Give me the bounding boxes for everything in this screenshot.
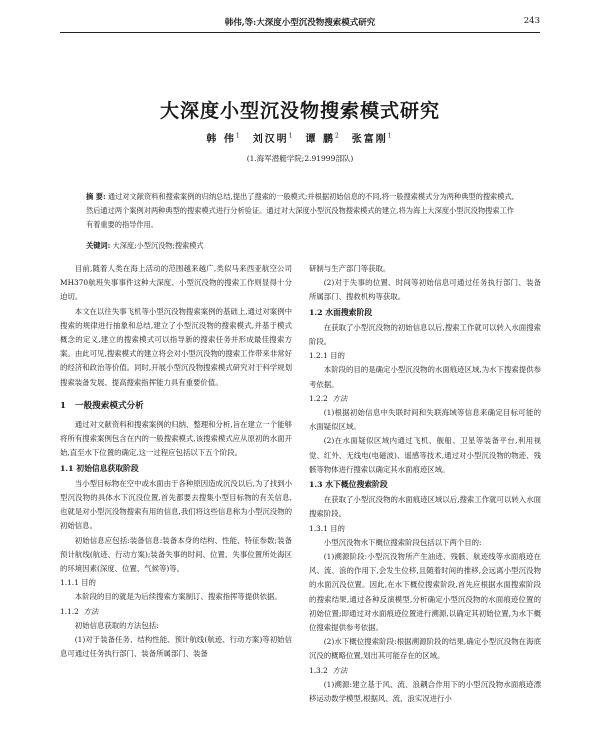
paragraph: 本阶段的目的是确定小型沉没物的水面痕迹区域,为水下搜索提供参考依据。 bbox=[309, 365, 541, 389]
paragraph: (2)在水面疑似区域内通过飞机、舰船、卫星等装备平台,利用视觉、红外、无线电(电磁波)、遥感等技术,通过对小型沉没物的物迹、残骸等物体进行搜索以确定其水面痕迹区域。 bbox=[309, 436, 541, 474]
author-affil-mark: 1 bbox=[235, 132, 242, 140]
subsubsection-heading: 1.2.1 目的 bbox=[309, 351, 345, 361]
paragraph: 通过对文献资料和搜索案例的归纳、整理和分析,旨在建立一个能够将所有搜索案例包含在内的一般搜索模式,该搜索模式应从原初的水面开始,直至水下位置的确定,这一过程应包括以下五个阶段。 bbox=[60, 420, 292, 458]
paragraph: 初始信息获取的方法包括: bbox=[74, 620, 159, 630]
subsection-heading: 1.1 初始信息获取阶段 bbox=[60, 463, 139, 473]
paragraph: 当小型目标物在空中或水面由于各种原因造成沉没以后,为了找到小型沉没物的具体水下沉没位置,首先都要去搜集小型目标物的有关信息,也就是对小型沉没物搜索有用的信息,我们将这些信息称为小型沉没物的初始信息。 bbox=[60, 478, 292, 531]
paragraph: (1)溯源:建立基于风、流、浪耦合作用下的小型沉没物水面痕迹漂移运动数学模型,根据风、流、浪实况进行小 bbox=[309, 679, 541, 704]
subsubsection-heading bbox=[60, 605, 292, 619]
running-head bbox=[60, 16, 540, 33]
paragraph: 本文在以往失事飞机等小型沉没物搜索案例的基础上,通过对案例中搜索的规律进行抽象和总结,建立了小型沉没物的搜索模式,并基于模式概念的定义,建立的搜索模式可以指导新的搜索任务并形成最佳搜索方案。由此可见,搜索模式的建立将会对小型沉没物的搜索工作带来非常好的经济和政治等价值。同时,开展小型沉没物搜索模式研究对于科学规划搜索装备发展、提高搜索指挥能力具有重要价值。 bbox=[60, 306, 292, 387]
abstract-label: 摘 要: bbox=[86, 192, 106, 201]
paragraph: 小型沉没物水下概位搜索阶段包括以下两个目的: bbox=[323, 537, 482, 547]
page-number: 243 bbox=[523, 16, 540, 26]
heading-label: 方法 bbox=[332, 665, 348, 675]
author-name: 张富刚 bbox=[351, 134, 388, 145]
heading-number: 1.2.2 bbox=[309, 393, 328, 403]
keywords-label: 关键词: bbox=[86, 241, 111, 250]
author-name: 谭 鹏 bbox=[305, 134, 335, 145]
affiliation: (1.海军潜艇学院;2.91999部队) bbox=[246, 154, 354, 163]
author-affil-mark: 1 bbox=[387, 132, 394, 140]
author-name: 韩 伟 bbox=[206, 134, 236, 145]
subsubsection-heading: 1.3.1 目的 bbox=[309, 523, 345, 533]
keywords bbox=[86, 240, 514, 252]
paragraph: (2)对于失事的位置、时间等初始信息可通过任务执行部门、装备所属部门、搜救机构等获取。 bbox=[309, 278, 541, 302]
paragraph: 在获取了小型沉没物的水面痕迹区域以后,搜索工作就可以转入水面搜索阶段。 bbox=[309, 495, 541, 519]
paragraph: (2)水下概位搜索阶段:根据溯源阶段的结果,确定小型沉没物在海底沉没的概略位置,划出其可能存在的区域。 bbox=[309, 637, 541, 661]
section-number: 1 bbox=[60, 400, 66, 411]
heading-number: 1.3.2 bbox=[309, 665, 328, 675]
heading-number: 1.1.2 bbox=[60, 606, 79, 616]
author-affil-mark: 1 bbox=[288, 132, 295, 140]
paragraph: 本阶段的目的就是为后续搜索方案制订、搜索指挥等提供依据。 bbox=[74, 592, 282, 602]
subsubsection-heading bbox=[309, 392, 541, 406]
paragraph: (1)对于装备任务、结构性能、预计航线(航迹、行动方案)等初始信息可通过任务执行部门、装备所属部门、装备 bbox=[60, 635, 292, 659]
subsubsection-heading: 1.1.1 目的 bbox=[60, 578, 96, 588]
section-title: 一般搜索模式分析 bbox=[74, 400, 144, 411]
right-column bbox=[309, 262, 541, 706]
heading-label: 方法 bbox=[332, 393, 348, 403]
paragraph: (1)溯源阶段:小型沉没物所产生油迹、残骸、航迹线等水面痕迹在风、流、浪的作用下,会发生位移,且随着时间的推移,会远离小型沉没物的水面沉没位置。因此,在水下概位搜索阶段,首先应根据水面搜索阶段的搜索结果,通过各种反演模型,分析确定小型沉没物的水面痕迹位置的初始位置;即通过对水面痕迹位置进行溯源,以确定其初始位置,为水下概位搜索提供参考依据。 bbox=[309, 552, 541, 633]
paper-title: 大深度小型沉没物搜索模式研究 bbox=[159, 100, 440, 122]
subsubsection-heading bbox=[309, 664, 541, 678]
author-affil-mark: 2 bbox=[334, 132, 341, 140]
running-head-title: 韩伟,等:大深度小型沉没物搜索模式研究 bbox=[224, 18, 376, 28]
author-name: 刘汉明 bbox=[252, 134, 289, 145]
subsection-heading: 1.2 水面搜索阶段 bbox=[309, 307, 373, 317]
keywords-text: 大深度;小型沉没物;搜索模式 bbox=[112, 241, 204, 250]
abstract bbox=[86, 190, 514, 232]
section-heading bbox=[60, 399, 292, 413]
paragraph: 研制与生产部门等获取。 bbox=[309, 264, 391, 273]
abstract-text: 通过对文献资料和搜索案例的归纳总结,提出了搜索的一般模式;并根据初始信息的不同,将一般搜索模式分为两种典型的搜索模式,然后通过两个案例对两种典型的搜索模式进行分析验证。通过对大深度小型沉没物搜索模式的建立,将为海上大深度小型沉没物搜索工作有着重要的指导作用。 bbox=[86, 192, 514, 229]
subsection-heading: 1.3 水下概位搜索阶段 bbox=[309, 480, 388, 490]
paragraph: 初始信息应包括:装备信息:装备本身的结构、性能、特征参数;装备预计航线(航迹、行动方案);装备失事的时间、位置、失事位置所处海区的环境因素(深度、位置、气候等)等。 bbox=[60, 535, 292, 574]
paragraph: 在获取了小型沉没物的初始信息以后,搜索工作就可以转入水面搜索阶段。 bbox=[309, 322, 541, 347]
author-list bbox=[0, 130, 600, 145]
heading-label: 方法 bbox=[83, 606, 99, 616]
left-column bbox=[60, 262, 292, 661]
paragraph: 目前,随着人类在海上活动的范围越来越广,类似马来西亚航空公司MH370航班失事事件这种大深度、小型沉没物的搜索工作则显得十分迫切。 bbox=[60, 264, 292, 302]
paragraph: (1)根据初始信息中失联时间和失联海域等信息来确定目标可能的水面疑似区域。 bbox=[309, 408, 541, 432]
